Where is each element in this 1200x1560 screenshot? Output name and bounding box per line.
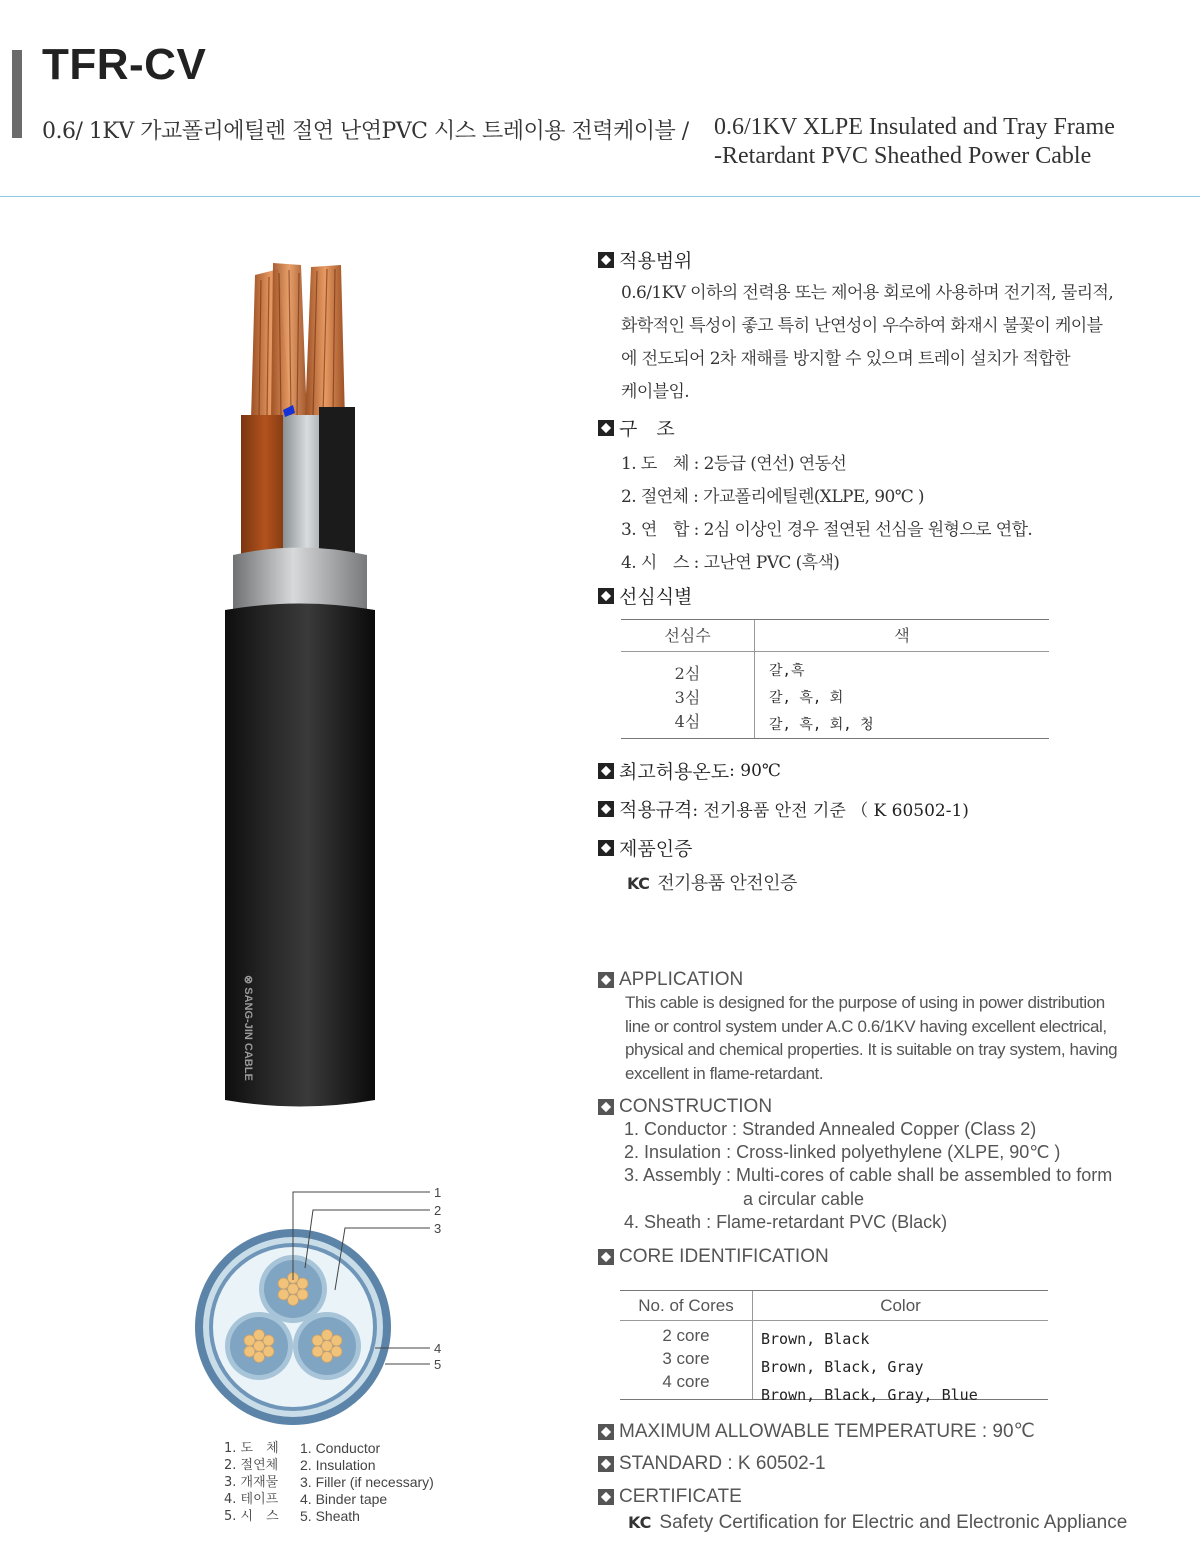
standard-value: : 전기용품 안전 기준 （ K 60502-1) bbox=[692, 801, 969, 821]
paragraph-line: This cable is designed for the purpose of using in power distribution bbox=[625, 993, 1105, 1012]
section-title: 제품인증 bbox=[619, 838, 693, 860]
section-title: CONSTRUCTION bbox=[619, 1096, 773, 1117]
cross-section-diagram bbox=[185, 1180, 455, 1440]
callout-2: 2 bbox=[434, 1203, 442, 1218]
subtitle-english-line2: -Retardant PVC Sheathed Power Cable bbox=[714, 143, 1092, 169]
structure-line: 2. 절연체 : 가교폴리에틸렌(XLPE, 90℃ ) bbox=[621, 487, 924, 507]
core-id-table-en bbox=[620, 1290, 1048, 1404]
callout-4: 4 bbox=[434, 1341, 442, 1356]
structure-line: 1. 도 체 : 2등급 (연선) 연동선 bbox=[621, 454, 847, 474]
kc-mark-icon: KC bbox=[628, 1513, 652, 1532]
structure-line: 4. 시 스 : 고난연 PVC (흑색) bbox=[621, 553, 840, 573]
section-standard-ko bbox=[598, 795, 969, 822]
structure-line: 3. 연 합 : 2심 이상인 경우 절연된 선심을 원형으로 연합. bbox=[621, 520, 1033, 540]
section-core-id-en bbox=[598, 1246, 829, 1268]
table-header: No. of Cores bbox=[620, 1291, 753, 1320]
construction-line: a circular cable bbox=[743, 1189, 865, 1209]
section-max-temp-ko bbox=[598, 757, 781, 784]
section-structure-ko bbox=[598, 414, 675, 441]
cert-line-en bbox=[628, 1512, 1127, 1534]
application-paragraph-en bbox=[625, 991, 1165, 1085]
section-title: 구 조 bbox=[619, 418, 675, 440]
section-title: CERTIFICATE bbox=[619, 1486, 742, 1507]
section-bullet-icon bbox=[598, 252, 614, 268]
construction-line: 1. Conductor : Stranded Annealed Copper (Class 2) bbox=[624, 1119, 1037, 1139]
legend-item bbox=[224, 1474, 434, 1491]
table-cell: 갈, 흑, 회 bbox=[769, 690, 844, 706]
cert-line-ko bbox=[627, 869, 797, 895]
paragraph-line: excellent in flame-retardant. bbox=[625, 1063, 824, 1083]
construction-line: 4. Sheath : Flame-retardant PVC (Black) bbox=[624, 1212, 948, 1232]
legend-en: 2. Insulation bbox=[300, 1457, 376, 1473]
paragraph-line: line or control system under A.C 0.6/1KV having excellent electrical, bbox=[625, 1016, 1107, 1036]
table-cell: Brown, Black bbox=[761, 1330, 870, 1348]
section-bullet-icon bbox=[598, 1424, 614, 1440]
section-cert-ko bbox=[598, 834, 692, 861]
core-id-table-ko bbox=[621, 619, 1049, 739]
section-title: 최고허용온도 bbox=[619, 761, 730, 783]
legend-ko: 3. 개재물 bbox=[224, 1475, 279, 1490]
section-bullet-icon bbox=[598, 588, 614, 604]
section-title: 적용규격 bbox=[619, 799, 693, 821]
paragraph-line: physical and chemical properties. It is suitable on tray system, having bbox=[625, 1040, 1118, 1059]
table-cell: 2 core bbox=[662, 1326, 710, 1345]
section-bullet-icon bbox=[598, 1489, 614, 1505]
section-title: 선심식별 bbox=[619, 586, 693, 608]
table-cell: 2심 bbox=[674, 664, 701, 683]
legend-ko: 5. 시 스 bbox=[224, 1509, 279, 1524]
legend-en: 1. Conductor bbox=[300, 1440, 381, 1456]
subtitle-korean: 0.6/ 1KV 가교폴리에틸렌 절연 난연PVC 시스 트레이용 전력케이블 / bbox=[42, 119, 689, 144]
paragraph-line: 에 전도되어 2차 재해를 방지할 수 있으며 트레이 설치가 적합한 bbox=[621, 349, 1070, 369]
legend-en: 5. Sheath bbox=[300, 1508, 360, 1524]
legend-en: 4. Binder tape bbox=[300, 1491, 388, 1507]
brand-print: ⊗ SANG-JIN CABLE bbox=[242, 975, 254, 1081]
callout-1: 1 bbox=[434, 1185, 442, 1200]
max-temp-value: : 90℃ bbox=[729, 760, 781, 781]
section-cert-en bbox=[598, 1486, 742, 1508]
section-bullet-icon bbox=[598, 1099, 614, 1115]
section-bullet-icon bbox=[598, 763, 614, 779]
legend-item bbox=[224, 1457, 434, 1474]
construction-line: 3. Assembly : Multi-cores of cable shall be assembled to form bbox=[624, 1165, 1113, 1185]
section-bullet-icon bbox=[598, 840, 614, 856]
subtitle-english-line1: 0.6/1KV XLPE Insulated and Tray Frame bbox=[714, 114, 1115, 140]
legend-item bbox=[224, 1508, 434, 1525]
table-header: 색 bbox=[894, 626, 910, 645]
cert-text: 전기용품 안전인증 bbox=[657, 873, 797, 894]
legend-ko: 1. 도 체 bbox=[224, 1441, 279, 1456]
scope-paragraph-ko bbox=[621, 277, 1161, 409]
title-accent-bar bbox=[12, 50, 22, 138]
section-scope-ko bbox=[598, 246, 692, 273]
section-max-temp-en bbox=[598, 1420, 1035, 1443]
section-bullet-icon bbox=[598, 972, 614, 988]
section-title: MAXIMUM ALLOWABLE TEMPERATURE : 90℃ bbox=[619, 1421, 1035, 1442]
table-cell: 3 core bbox=[662, 1349, 710, 1368]
section-title: 적용범위 bbox=[619, 250, 693, 272]
callout-3: 3 bbox=[434, 1221, 442, 1236]
section-core-id-ko bbox=[598, 582, 692, 609]
legend-en: 3. Filler (if necessary) bbox=[300, 1474, 434, 1490]
page-title: TFR-CV bbox=[42, 40, 207, 89]
table-cell: 갈,흑 bbox=[769, 663, 805, 679]
table-cell: 갈, 흑, 회, 청 bbox=[769, 717, 874, 733]
callout-5: 5 bbox=[434, 1357, 442, 1372]
table-header: 선심수 bbox=[621, 620, 755, 651]
construction-line: 2. Insulation : Cross-linked polyethylene (XLPE, 90℃ ) bbox=[624, 1142, 1061, 1162]
legend-ko: 4. 테이프 bbox=[224, 1492, 279, 1507]
section-bullet-icon bbox=[598, 420, 614, 436]
legend-ko: 2. 절연체 bbox=[224, 1458, 279, 1473]
table-cell: Brown, Black, Gray bbox=[761, 1358, 924, 1376]
paragraph-line: 화학적인 특성이 좋고 특히 난연성이 우수하여 화재시 불꽃이 케이블 bbox=[621, 316, 1103, 336]
copper-conductor bbox=[251, 263, 345, 420]
section-application-en bbox=[598, 969, 743, 991]
table-cell: Brown, Black, Gray, Blue bbox=[761, 1386, 978, 1404]
table-header: Color bbox=[880, 1296, 921, 1315]
section-bullet-icon bbox=[598, 1249, 614, 1265]
section-title: STANDARD : K 60502-1 bbox=[619, 1453, 826, 1474]
section-title: CORE IDENTIFICATION bbox=[619, 1246, 829, 1267]
cert-text: Safety Certification for Electric and Electronic Appliance bbox=[659, 1512, 1128, 1533]
table-cell: 4 core bbox=[662, 1372, 710, 1391]
table-cell: 3심 bbox=[674, 688, 701, 707]
section-construction-en bbox=[598, 1096, 772, 1118]
kc-mark-icon: KC bbox=[627, 874, 650, 893]
section-bullet-icon bbox=[598, 1456, 614, 1472]
table-cell: 4심 bbox=[674, 712, 701, 731]
paragraph-line: 케이블임. bbox=[621, 382, 690, 402]
cable-product-image bbox=[215, 255, 385, 1115]
paragraph-line: 0.6/1KV 이하의 전력용 또는 제어용 회로에 사용하며 전기적, 물리적, bbox=[621, 283, 1114, 303]
section-title: APPLICATION bbox=[619, 969, 744, 990]
diagram-legend bbox=[224, 1440, 434, 1525]
section-standard-en bbox=[598, 1453, 826, 1475]
section-bullet-icon bbox=[598, 801, 614, 817]
legend-item bbox=[224, 1440, 434, 1457]
legend-item bbox=[224, 1491, 434, 1508]
header-divider bbox=[0, 196, 1200, 197]
